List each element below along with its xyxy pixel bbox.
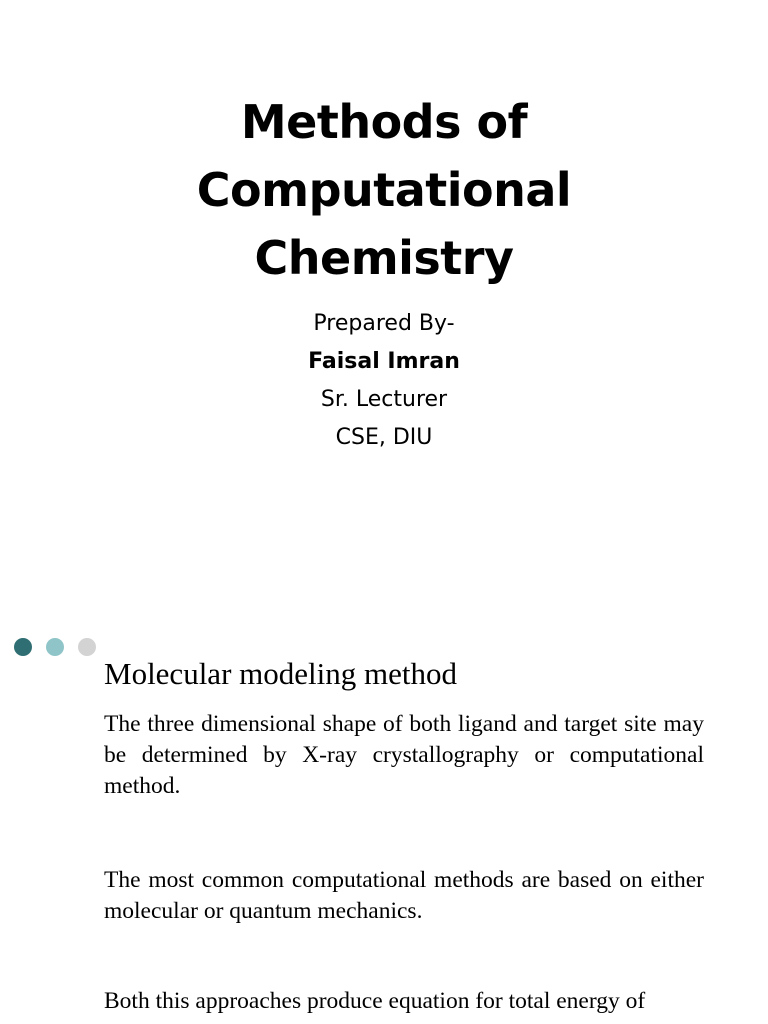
- dot-medium: [46, 638, 64, 656]
- title-line-2: Computational: [196, 163, 572, 217]
- author-name: Faisal Imran: [308, 349, 460, 374]
- decorative-dots: [14, 638, 104, 656]
- paragraph-3: Both this approaches produce equation for total energy of: [104, 988, 646, 1014]
- content-heading: Molecular modeling method: [104, 656, 457, 691]
- prepared-by-label: Prepared By-: [313, 311, 455, 336]
- slide-title: [0, 88, 768, 292]
- byline: [0, 305, 768, 457]
- author-department: CSE, DIU: [335, 425, 433, 450]
- dot-light: [78, 638, 96, 656]
- author-position: Sr. Lecturer: [320, 387, 448, 412]
- paragraph-2: The most common computational methods are based on either molecular or quantum mechanics.: [104, 867, 704, 924]
- content-slide: [0, 600, 768, 1024]
- title-line-3: Chemistry: [254, 231, 514, 285]
- title-line-1: Methods of: [240, 95, 528, 149]
- dot-dark: [14, 638, 32, 656]
- paragraph-1: The three dimensional shape of both ligand and target site may be determined by X-ray crystallography or computational method.: [104, 711, 704, 799]
